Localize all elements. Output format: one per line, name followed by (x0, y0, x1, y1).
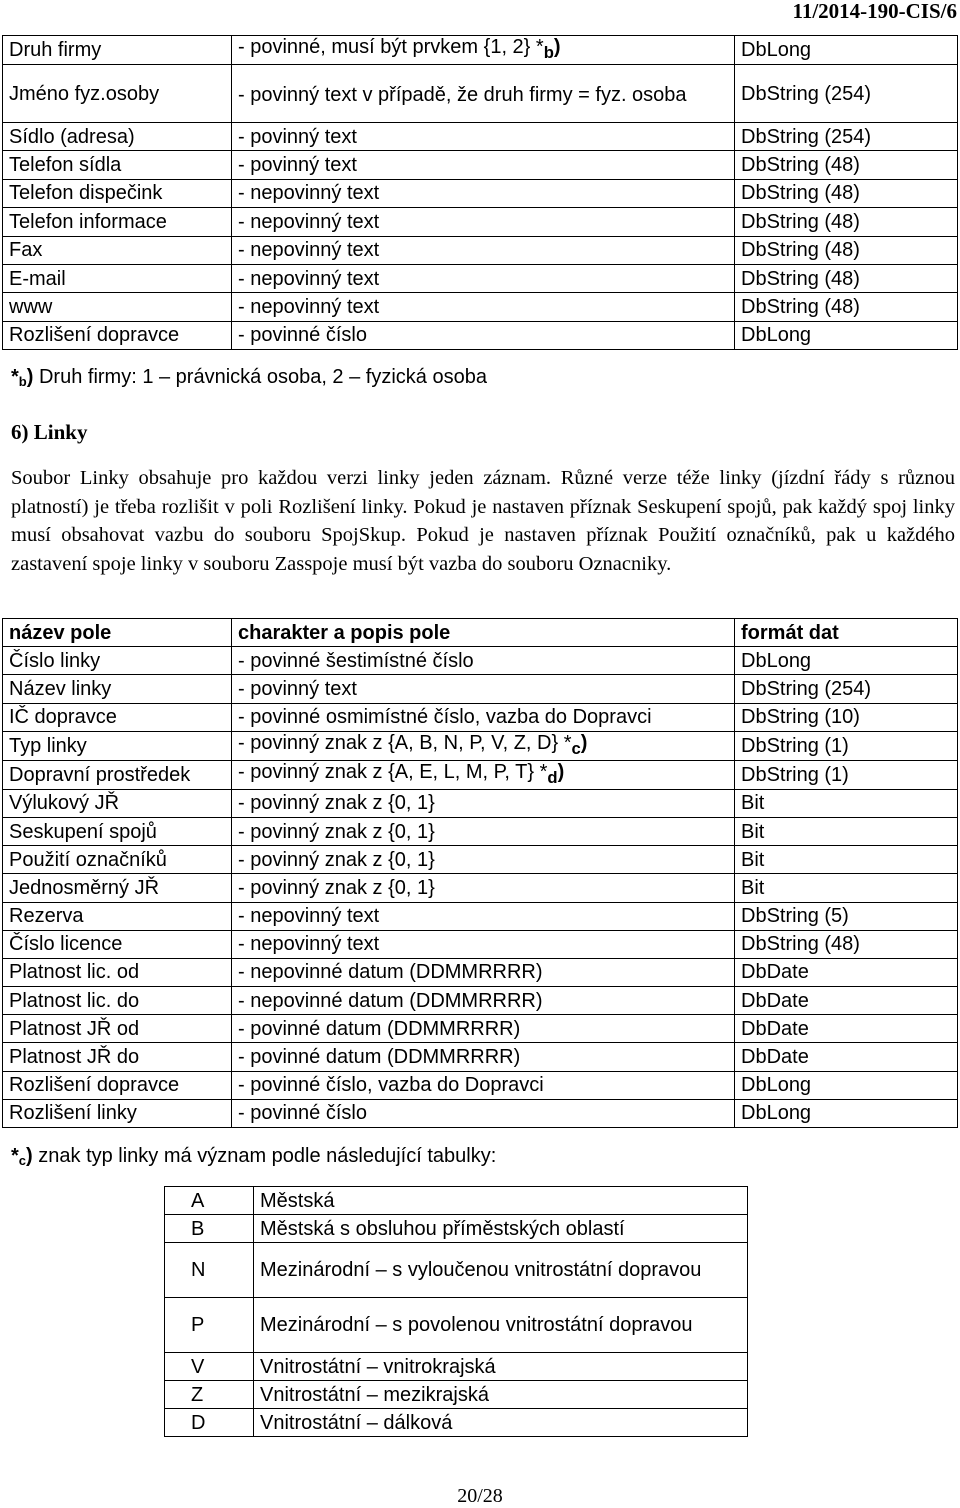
table-row (3, 760, 958, 789)
field-name: Číslo linky (3, 647, 232, 675)
field-description: - nepovinný text (232, 293, 735, 321)
field-name: Fax (3, 236, 232, 264)
footnote-mark: $*_c$) (11, 1145, 33, 1168)
field-name: E-mail (3, 264, 232, 292)
table-row (3, 731, 958, 760)
field-name: Platnost JŘ do (3, 1043, 232, 1071)
field-description: - povinné osmimístné číslo, vazba do Dopravci (232, 703, 735, 731)
field-format: Bit (735, 789, 958, 817)
table-row (3, 36, 958, 65)
table-row (3, 236, 958, 264)
field-name: Číslo licence (3, 930, 232, 958)
type-code: N (165, 1243, 254, 1298)
field-description: - nepovinné datum (DDMMRRRR) (232, 958, 735, 986)
table-row (165, 1298, 748, 1353)
type-meaning: Mezinárodní – s vyloučenou vnitrostátní dopravou (254, 1243, 748, 1298)
field-format: DbDate (735, 1043, 958, 1071)
type-meaning: Vnitrostátní – dálková (254, 1409, 748, 1437)
table-row (3, 987, 958, 1015)
table-row (3, 902, 958, 930)
field-name: www (3, 293, 232, 321)
table-row (3, 846, 958, 874)
field-description: - povinný znak z {A, B, N, P, V, Z, D} $*_c$) (232, 731, 735, 760)
type-code: D (165, 1409, 254, 1437)
field-format: DbString (254) (735, 675, 958, 703)
table-row (3, 179, 958, 207)
table-row (3, 65, 958, 123)
field-format: DbString (48) (735, 179, 958, 207)
type-code: B (165, 1215, 254, 1243)
field-name: Platnost lic. do (3, 987, 232, 1015)
table-row (165, 1187, 748, 1215)
table-row (3, 1071, 958, 1099)
field-description: - povinný text v případě, že druh firmy = fyz. osoba (232, 65, 735, 123)
field-name: Typ linky (3, 731, 232, 760)
table-row (3, 958, 958, 986)
field-name: Použití označníků (3, 846, 232, 874)
field-format: DbString (254) (735, 65, 958, 123)
field-name: Sídlo (adresa) (3, 123, 232, 151)
table-row (165, 1381, 748, 1409)
table-row (3, 930, 958, 958)
field-name: IČ dopravce (3, 703, 232, 731)
footnote-b (11, 366, 487, 389)
type-meaning: Městská (254, 1187, 748, 1215)
field-name: Seskupení spojů (3, 817, 232, 845)
type-meaning: Městská s obsluhou příměstských oblastí (254, 1215, 748, 1243)
field-name: Druh firmy (3, 36, 232, 65)
field-name: Název linky (3, 675, 232, 703)
field-format: DbString (10) (735, 703, 958, 731)
table-row (165, 1353, 748, 1381)
table-row (165, 1243, 748, 1298)
field-format: DbString (254) (735, 123, 958, 151)
field-name: Výlukový JŘ (3, 789, 232, 817)
table-row (165, 1215, 748, 1243)
table-row (3, 321, 958, 349)
field-name: Rozlišení linky (3, 1099, 232, 1127)
field-format: DbDate (735, 1015, 958, 1043)
field-format: DbString (1) (735, 760, 958, 789)
field-format: DbDate (735, 958, 958, 986)
footnote-mark: $*_b$) (11, 366, 34, 389)
field-description: - povinné šestimístné číslo (232, 647, 735, 675)
field-description: - nepovinný text (232, 902, 735, 930)
field-name: Telefon informace (3, 208, 232, 236)
type-code: A (165, 1187, 254, 1215)
column-header: název pole (3, 619, 232, 647)
field-format: Bit (735, 817, 958, 845)
footnote-c (11, 1145, 496, 1168)
field-name: Telefon dispečink (3, 179, 232, 207)
field-format: DbString (48) (735, 236, 958, 264)
field-name: Platnost JŘ od (3, 1015, 232, 1043)
field-format: DbLong (735, 321, 958, 349)
page-number: 20/28 (457, 1485, 503, 1507)
table-row (3, 208, 958, 236)
company-fields-table (2, 35, 958, 350)
column-header: charakter a popis pole (232, 619, 735, 647)
field-description: - nepovinný text (232, 208, 735, 236)
field-description: - povinné číslo (232, 1099, 735, 1127)
table-header-row (3, 619, 958, 647)
field-description: - nepovinný text (232, 236, 735, 264)
field-description: - nepovinný text (232, 264, 735, 292)
field-name: Rozlišení dopravce (3, 321, 232, 349)
field-description: - povinný znak z {0, 1} (232, 817, 735, 845)
table-row (3, 293, 958, 321)
field-format: DbString (48) (735, 930, 958, 958)
field-description: - povinné číslo (232, 321, 735, 349)
field-description: - povinný text (232, 675, 735, 703)
type-meaning: Vnitrostátní – mezikrajská (254, 1381, 748, 1409)
field-format: DbString (48) (735, 151, 958, 179)
field-format: DbString (48) (735, 208, 958, 236)
section-paragraph: Soubor Linky obsahuje pro každou verzi linky jeden záznam. Různé verze téže linky (jízdní řády s různou platností) je třeba rozlišit v poli Rozlišení linky. Pokud je nastaven příznak Seskupení spojů, pak každý spoj linky musí obsahovat vazbu do souboru SpojSkup. Pokud je nastaven příznak Použití označníků, pak u každého zastavení spoje linky v souboru Zasspoje musí být vazba do souboru Oznacniky. (11, 467, 955, 575)
field-format: DbLong (735, 647, 958, 675)
footnote-text: Druh firmy: 1 – právnická osoba, 2 – fyzická osoba (33, 366, 487, 388)
field-description: - povinné, musí být prvkem {1, 2} $*_b$) (232, 36, 735, 65)
field-name: Jednosměrný JŘ (3, 874, 232, 902)
field-description: - povinné číslo, vazba do Dopravci (232, 1071, 735, 1099)
line-type-table (164, 1186, 748, 1437)
table-row (3, 1099, 958, 1127)
field-name: Rozlišení dopravce (3, 1071, 232, 1099)
field-description: - povinný znak z {A, E, L, M, P, T} $*_d$) (232, 760, 735, 789)
field-description: - nepovinný text (232, 179, 735, 207)
field-description: - nepovinný text (232, 930, 735, 958)
field-format: DbLong (735, 1071, 958, 1099)
field-name: Telefon sídla (3, 151, 232, 179)
field-description: - povinný znak z {0, 1} (232, 874, 735, 902)
table-row (165, 1409, 748, 1437)
type-code: P (165, 1298, 254, 1353)
type-meaning: Mezinárodní – s povolenou vnitrostátní dopravou (254, 1298, 748, 1353)
document-id: 11/2014-190-CIS/6 (792, 0, 957, 23)
field-description: - povinný text (232, 151, 735, 179)
table-row (3, 1043, 958, 1071)
table-row (3, 1015, 958, 1043)
table-row (3, 264, 958, 292)
field-name: Rezerva (3, 902, 232, 930)
table-row (3, 123, 958, 151)
field-format: DbDate (735, 987, 958, 1015)
field-description: - povinný znak z {0, 1} (232, 846, 735, 874)
field-description: - povinný text (232, 123, 735, 151)
type-code: Z (165, 1381, 254, 1409)
field-name: Platnost lic. od (3, 958, 232, 986)
field-format: DbString (5) (735, 902, 958, 930)
field-description: - povinný znak z {0, 1} (232, 789, 735, 817)
column-header: formát dat (735, 619, 958, 647)
footnote-text: znak typ linky má význam podle následující tabulky: (32, 1145, 497, 1167)
field-format: DbString (48) (735, 264, 958, 292)
field-format: DbLong (735, 36, 958, 65)
table-row (3, 703, 958, 731)
field-format: Bit (735, 874, 958, 902)
type-code: V (165, 1353, 254, 1381)
table-row (3, 874, 958, 902)
table-row (3, 817, 958, 845)
field-format: DbString (1) (735, 731, 958, 760)
field-format: Bit (735, 846, 958, 874)
type-meaning: Vnitrostátní – vnitrokrajská (254, 1353, 748, 1381)
field-format: DbString (48) (735, 293, 958, 321)
table-row (3, 151, 958, 179)
field-name: Jméno fyz.osoby (3, 65, 232, 123)
table-row (3, 675, 958, 703)
field-description: - povinné datum (DDMMRRRR) (232, 1015, 735, 1043)
line-fields-table (2, 618, 958, 1128)
field-description: - nepovinné datum (DDMMRRRR) (232, 987, 735, 1015)
field-name: Dopravní prostředek (3, 760, 232, 789)
table-row (3, 789, 958, 817)
table-row (3, 647, 958, 675)
field-description: - povinné datum (DDMMRRRR) (232, 1043, 735, 1071)
field-format: DbLong (735, 1099, 958, 1127)
section-heading: 6) Linky (11, 420, 88, 444)
